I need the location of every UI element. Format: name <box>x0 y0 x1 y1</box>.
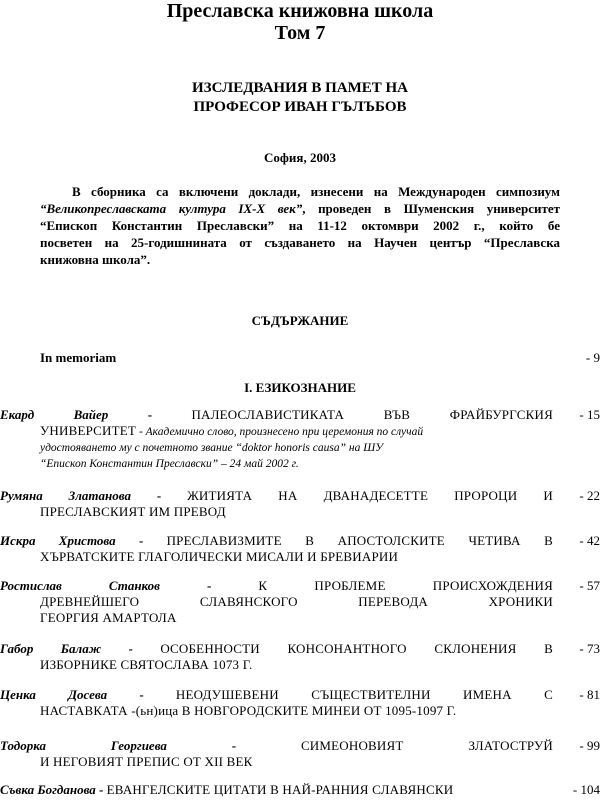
volume-title: Том 7 <box>274 22 326 44</box>
toc-entry-text <box>0 488 553 520</box>
toc-separator: - <box>159 578 259 593</box>
toc-title: ПРЕСЛАВИЗМИТЕ В АПОСТОЛСКИТЕ ЧЕТИВА В <box>166 533 553 548</box>
toc-title: ЖИТИЯТА НА ДВАНАДЕСЕТТЕ ПРОРОЦИ И <box>187 488 553 503</box>
toc-entry-text <box>0 533 553 565</box>
toc-title-line: ПРЕСЛАВСКИЯТ ИМ ПРЕВОД <box>40 504 226 519</box>
series-title: Преславска книжовна школа <box>166 0 434 22</box>
toc-entry-text <box>0 782 553 798</box>
toc-page-number: - 9 <box>585 350 600 365</box>
toc-heading: СЪДЪРЖАНИЕ <box>251 313 349 328</box>
toc-page-number: - 22 <box>579 488 600 503</box>
toc-entry-text <box>0 738 553 770</box>
toc-title: СИМЕОНОВИЯТ ЗЛАТОСТРУЙ <box>300 738 553 753</box>
intro-line-1: В сборника са включени доклади, изнесени на Международен симпозиум <box>72 184 560 199</box>
toc-title: ОСОБЕННОСТИ КОНСОНАНТНОГО СКЛОНЕНИЯ В <box>160 641 553 656</box>
toc-title-line: ГЕОРГИЯ АМАРТОЛА <box>40 610 177 625</box>
toc-title: УНИВЕРСИТЕТ <box>40 423 137 438</box>
toc-page-number: - 99 <box>579 738 600 753</box>
toc-title: НЕОДУШЕВЕНИ СЪЩЕСТВИТЕЛНИ ИМЕНА С <box>175 687 553 702</box>
toc-author: Ростислав Станков <box>0 578 160 593</box>
toc-author: Екард Вайер <box>0 407 109 422</box>
toc-page-number: - 73 <box>579 641 600 656</box>
toc-author: Ценка Досева <box>0 687 108 702</box>
intro-line-4: посветен на 25-годишнината от създаването на Научен център “Преславска <box>40 235 560 250</box>
toc-title-line: ИЗБОРНИКЕ СВЯТОСЛАВА 1073 Г. <box>40 657 253 672</box>
toc-entry-line <box>0 407 553 423</box>
toc-entry-text <box>0 641 553 673</box>
section-heading: I. ЕЗИКОЗНАНИЕ <box>244 380 356 395</box>
toc-title: К ПРОБЛЕМЕ ПРОИСХОЖДЕНИЯ <box>258 578 553 593</box>
intro-symposium-name: “Великопреславската култура IX-X век” <box>40 201 303 216</box>
toc-entry-text <box>0 407 553 472</box>
toc-separator: - <box>166 738 301 753</box>
toc-entry-line <box>0 488 553 504</box>
toc-author: Румяна Златанова <box>0 488 131 503</box>
toc-entry-line <box>0 423 553 440</box>
toc-page-number: - 81 <box>579 687 600 702</box>
toc-subtitle-line: удостояването му с почетното звание “doktor honoris causa” на ШУ <box>40 442 383 454</box>
toc-separator: - <box>115 533 167 548</box>
intro-line-5: книжовна школа”. <box>40 252 151 267</box>
toc-subtitle-line: “Епископ Константин Преславски” – 24 май 2002 г. <box>40 458 299 470</box>
toc-separator: - <box>130 488 188 503</box>
toc-page-number: - 42 <box>579 533 600 548</box>
toc-title: ЕВАНГЕЛСКИТЕ ЦИТАТИ В НАЙ-РАННИЯ СЛАВЯНСКИ <box>106 782 454 797</box>
toc-entry-line <box>0 641 553 657</box>
toc-page-number: - 57 <box>579 578 600 593</box>
toc-subtitle: - Академично слово, произнесено при церемония по случай <box>136 426 424 438</box>
toc-entry-line <box>0 687 553 703</box>
toc-page-number: - 15 <box>579 407 600 422</box>
toc-entry-text <box>0 687 553 719</box>
place-year: София, 2003 <box>264 150 336 165</box>
toc-title-line: НАСТАВКАТА -(ьн)ица В НОВГОРОДСКИТЕ МИНЕИ ОТ 1095-1097 Г. <box>40 703 457 718</box>
intro-line-2 <box>40 200 560 217</box>
toc-title-line: ХЪРВАТСКИТЕ ГЛАГОЛИЧЕСКИ МИСАЛИ И БРЕВИАРИИ <box>40 549 399 564</box>
toc-entry-line <box>0 533 553 549</box>
toc-author: Искра Христова <box>0 533 116 548</box>
toc-title-line: ДРЕВНЕЙШЕГО СЛАВЯНСКОГО ПЕРЕВОДА ХРОНИКИ <box>40 594 553 609</box>
toc-separator: - <box>101 641 161 656</box>
intro-paragraph <box>40 183 560 268</box>
toc-author: Габор Балаж <box>0 641 102 656</box>
toc-entry-line <box>0 738 553 754</box>
intro-line-3: “Епископ Константин Преславски” на 11-12 октомври 2002 г., който бе <box>40 218 560 233</box>
book-title-line-2: ПРОФЕСОР ИВАН ГЪЛЪБОВ <box>193 99 407 115</box>
toc-author: Съвка Богданова <box>0 782 96 797</box>
toc-entry-label: In memoriam <box>40 350 117 365</box>
toc-title: ПАЛЕОСЛАВИСТИКАТА ВЪВ ФРАЙБУРГСКИЯ <box>191 407 553 422</box>
toc-separator: - <box>95 782 107 797</box>
book-title-line-1: ИЗСЛЕДВАНИЯ В ПАМЕТ НА <box>191 80 409 96</box>
toc-separator: - <box>107 687 176 702</box>
intro-line-2-rest: , проведен в Шуменския университет <box>302 201 560 216</box>
toc-separator: - <box>108 407 192 422</box>
toc-author: Тодорка Георгиева <box>0 738 167 753</box>
toc-entry-text <box>0 578 553 626</box>
toc-entry-line <box>0 782 553 798</box>
toc-entry-line <box>0 578 553 594</box>
toc-title-line: И НЕГОВИЯТ ПРЕПИС ОТ XII ВЕК <box>40 754 253 769</box>
toc-page-number: - 104 <box>572 782 600 797</box>
